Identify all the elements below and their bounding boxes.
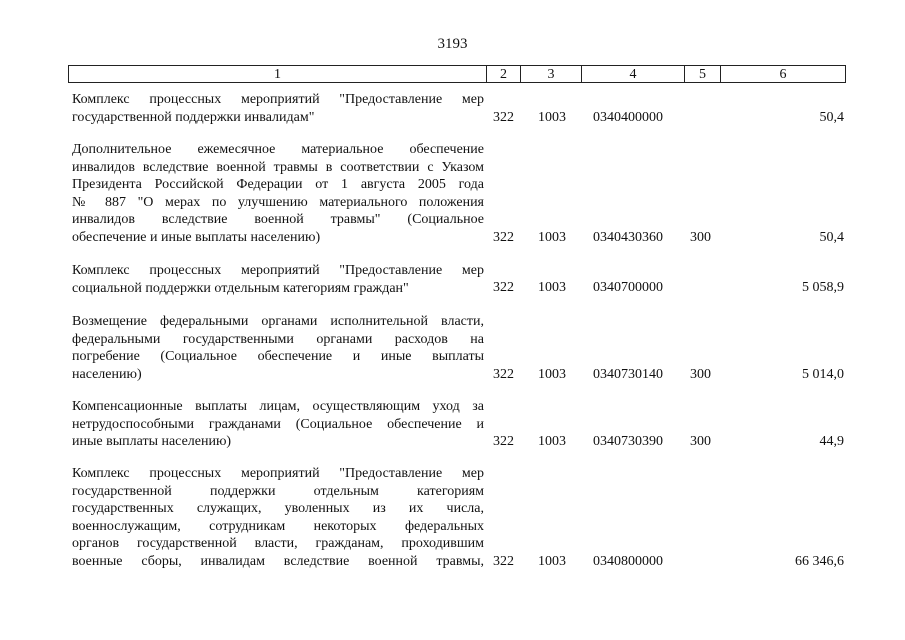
page-number: 3193 (437, 36, 468, 52)
table-row-description (72, 313, 484, 383)
cell-col-2: 322 (493, 110, 514, 125)
cell-col-4: 0340400000 (593, 110, 663, 125)
cell-col-2: 322 (493, 280, 514, 295)
text-line: Дополнительное ежемесячное материальное обеспечение (72, 142, 484, 157)
text-line: иные выплаты населению) (72, 434, 232, 449)
text-line: населению) (72, 366, 142, 382)
text-line: федеральными государственными органами расходов на (72, 331, 484, 347)
cell-col-4: 0340800000 (593, 554, 663, 569)
cell-col-3: 1003 (538, 230, 566, 245)
cell-col-6: 44,9 (819, 434, 844, 449)
cell-col-6: 5 014,0 (802, 367, 844, 382)
text-line: органов государственной власти, гражданам, проходившим (72, 536, 484, 551)
text-line: военные сборы, инвалидам вследствие военной травмы, (72, 553, 484, 569)
cell-col-6: 66 346,6 (795, 554, 844, 569)
cell-col-2: 322 (493, 554, 514, 569)
text-line: военнослужащим, сотрудникам некоторых федеральных (72, 518, 484, 534)
text-line: нетрудоспособными гражданами (Социальное обеспечение и (72, 416, 484, 432)
text-line: погребение (Социальное обеспечение и иные выплаты (72, 349, 484, 364)
text-line: Комплекс процессных мероприятий "Предоставление мер (72, 92, 484, 107)
cell-col-5: 300 (690, 230, 711, 245)
table-row-description (72, 141, 484, 246)
cell-col-6: 5 058,9 (802, 280, 844, 295)
text-line: Компенсационные выплаты лицам, осуществляющим уход за (72, 399, 484, 414)
cell-col-4: 0340430360 (593, 230, 663, 245)
cell-col-6: 50,4 (819, 110, 844, 125)
text-line: инвалидов вследствие военной травмы в соответствии с Указом (72, 159, 484, 175)
text-line: государственной поддержки инвалидам" (72, 109, 315, 125)
column-header-3: 3 (520, 65, 581, 83)
column-header-2: 2 (486, 65, 520, 83)
cell-col-4: 0340730390 (593, 434, 663, 449)
text-line: Президента Российской Федерации от 1 августа 2005 года (72, 177, 484, 192)
cell-col-2: 322 (493, 434, 514, 449)
table-row-description (72, 465, 484, 570)
text-line: инвалидов вследствие военной травмы" (Социальное (72, 212, 484, 227)
cell-col-3: 1003 (538, 280, 566, 295)
cell-col-3: 1003 (538, 554, 566, 569)
cell-col-3: 1003 (538, 110, 566, 125)
text-line: Возмещение федеральными органами исполнительной власти, (72, 314, 484, 329)
cell-col-5: 300 (690, 434, 711, 449)
cell-col-3: 1003 (538, 367, 566, 382)
text-line: обеспечение и иные выплаты населению) (72, 229, 321, 245)
cell-col-4: 0340730140 (593, 367, 663, 382)
text-line: социальной поддержки отдельным категориям граждан" (72, 280, 409, 296)
column-header-1: 1 (68, 65, 486, 83)
table-row-description (72, 398, 484, 451)
cell-col-3: 1003 (538, 434, 566, 449)
column-header-6: 6 (720, 65, 846, 83)
table-row-description (72, 262, 484, 297)
cell-col-2: 322 (493, 367, 514, 382)
text-line: государственных служащих, уволенных из их числа, (72, 501, 484, 516)
cell-col-4: 0340700000 (593, 280, 663, 295)
cell-col-6: 50,4 (819, 230, 844, 245)
cell-col-2: 322 (493, 230, 514, 245)
column-header-4: 4 (581, 65, 684, 83)
column-header-5: 5 (684, 65, 720, 83)
text-line: Комплекс процессных мероприятий "Предоставление мер (72, 263, 484, 278)
text-line: Комплекс процессных мероприятий "Предоставление мер (72, 466, 484, 481)
text-line: государственной поддержки отдельным категориям (72, 483, 484, 499)
cell-col-5: 300 (690, 367, 711, 382)
text-line: № 887 "О мерах по улучшению материального положения (72, 194, 484, 210)
table-row-description (72, 91, 484, 126)
